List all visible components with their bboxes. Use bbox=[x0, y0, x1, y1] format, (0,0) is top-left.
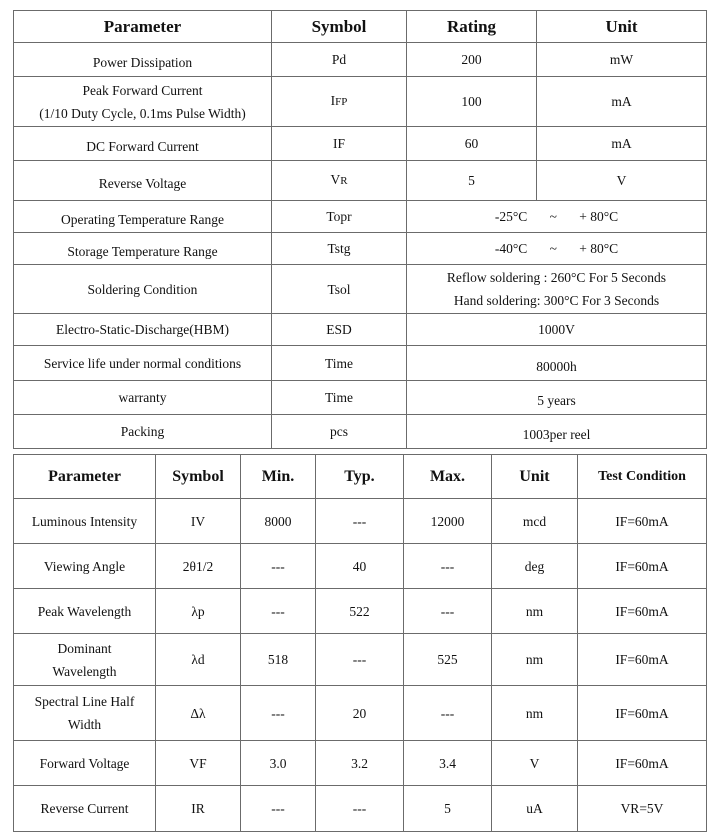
test-condition-cell: IF=60mA bbox=[578, 686, 707, 741]
value-text: 80000h bbox=[536, 358, 577, 374]
table-row bbox=[14, 265, 707, 314]
unit-cell: mA bbox=[537, 77, 707, 127]
value-text: 5 years bbox=[537, 393, 576, 408]
parameter-cell: Soldering Condition bbox=[14, 265, 272, 314]
range-high: + 80°C bbox=[579, 241, 619, 256]
min-cell: --- bbox=[241, 786, 316, 832]
table-row bbox=[14, 544, 707, 589]
range-separator: ~ bbox=[549, 209, 557, 224]
table-row bbox=[14, 77, 707, 127]
range-high: + 80°C bbox=[579, 209, 619, 224]
parameter-cell bbox=[14, 43, 272, 77]
symbol-cell: IV bbox=[156, 499, 241, 544]
header-unit: Unit bbox=[537, 11, 707, 43]
max-cell: 5 bbox=[404, 786, 492, 832]
table-row bbox=[14, 786, 707, 832]
value-cell bbox=[407, 415, 707, 449]
parameter-text: Reverse Voltage bbox=[98, 176, 187, 191]
value-cell: 1000V bbox=[407, 314, 707, 346]
table-header-row bbox=[14, 11, 707, 43]
typ-cell: --- bbox=[316, 634, 404, 686]
symbol-cell: pcs bbox=[272, 415, 407, 449]
min-cell: 3.0 bbox=[241, 741, 316, 786]
table-row bbox=[14, 589, 707, 634]
symbol-main: V bbox=[330, 172, 341, 187]
test-condition-cell: IF=60mA bbox=[578, 544, 707, 589]
max-cell: 12000 bbox=[404, 499, 492, 544]
rating-cell: 60 bbox=[407, 127, 537, 161]
max-cell: --- bbox=[404, 544, 492, 589]
value-text: 1003per reel bbox=[522, 427, 591, 442]
header-parameter: Parameter bbox=[14, 455, 156, 499]
parameter-cell: Viewing Angle bbox=[14, 544, 156, 589]
parameter-cell: Forward Voltage bbox=[14, 741, 156, 786]
symbol-cell: VF bbox=[156, 741, 241, 786]
symbol-cell: Time bbox=[272, 381, 407, 415]
header-rating: Rating bbox=[407, 11, 537, 43]
value-cell bbox=[407, 381, 707, 415]
symbol-main: I bbox=[330, 93, 336, 108]
typ-cell: 20 bbox=[316, 686, 404, 741]
temperature-range-cell bbox=[407, 201, 707, 233]
unit-cell: nm bbox=[492, 589, 578, 634]
unit-cell: mcd bbox=[492, 499, 578, 544]
typ-cell: 3.2 bbox=[316, 741, 404, 786]
rating-cell: 200 bbox=[407, 43, 537, 77]
symbol-cell: ESD bbox=[272, 314, 407, 346]
electro-optical-table bbox=[13, 454, 707, 832]
unit-cell: nm bbox=[492, 686, 578, 741]
unit-cell: mA bbox=[537, 127, 707, 161]
min-cell: --- bbox=[241, 686, 316, 741]
table-row bbox=[14, 346, 707, 381]
parameter-text: DC Forward Current bbox=[86, 139, 199, 154]
header-symbol: Symbol bbox=[156, 455, 241, 499]
max-cell: --- bbox=[404, 686, 492, 741]
header-typ: Typ. bbox=[316, 455, 404, 499]
symbol-cell: Tsol bbox=[272, 265, 407, 314]
parameter-cell: Peak Wavelength bbox=[14, 589, 156, 634]
symbol-cell: Pd bbox=[272, 43, 407, 77]
soldering-line: Reflow soldering : 260°C For 5 Seconds bbox=[446, 270, 667, 285]
absolute-ratings-table bbox=[13, 10, 707, 449]
header-min: Min. bbox=[241, 455, 316, 499]
typ-cell: 522 bbox=[316, 589, 404, 634]
table-row bbox=[14, 127, 707, 161]
parameter-cell bbox=[14, 201, 272, 233]
unit-cell: deg bbox=[492, 544, 578, 589]
symbol-cell: λd bbox=[156, 634, 241, 686]
symbol-cell: IF bbox=[272, 127, 407, 161]
symbol-cell: Time bbox=[272, 346, 407, 381]
parameter-cell bbox=[14, 127, 272, 161]
symbol-subscript: FP bbox=[335, 96, 348, 108]
table-row bbox=[14, 233, 707, 265]
table-header-row bbox=[14, 455, 707, 499]
parameter-cell: Service life under normal conditions bbox=[14, 346, 272, 381]
parameter-cell: Luminous Intensity bbox=[14, 499, 156, 544]
table-row bbox=[14, 381, 707, 415]
max-cell: --- bbox=[404, 589, 492, 634]
table-row bbox=[14, 741, 707, 786]
parameter-cell: Packing bbox=[14, 415, 272, 449]
symbol-cell: IR bbox=[156, 786, 241, 832]
parameter-text: Storage Temperature Range bbox=[67, 244, 218, 259]
soldering-condition-cell bbox=[407, 265, 707, 314]
unit-cell: V bbox=[537, 161, 707, 201]
parameter-cell bbox=[14, 686, 156, 741]
max-cell: 525 bbox=[404, 634, 492, 686]
min-cell: 8000 bbox=[241, 499, 316, 544]
unit-cell: mW bbox=[537, 43, 707, 77]
soldering-line: Hand soldering: 300°C For 3 Seconds bbox=[453, 293, 660, 308]
symbol-cell bbox=[272, 161, 407, 201]
table-row bbox=[14, 686, 707, 741]
parameter-line: Width bbox=[67, 717, 102, 732]
min-cell: 518 bbox=[241, 634, 316, 686]
test-condition-cell: IF=60mA bbox=[578, 741, 707, 786]
rating-cell: 5 bbox=[407, 161, 537, 201]
symbol-cell bbox=[272, 77, 407, 127]
table-row bbox=[14, 499, 707, 544]
temperature-range-cell bbox=[407, 233, 707, 265]
range-low: -25°C bbox=[494, 209, 528, 224]
parameter-cell bbox=[14, 634, 156, 686]
range-separator: ~ bbox=[549, 241, 557, 256]
test-condition-cell: IF=60mA bbox=[578, 634, 707, 686]
unit-cell: uA bbox=[492, 786, 578, 832]
table-row bbox=[14, 634, 707, 686]
parameter-cell: Electro-Static-Discharge(HBM) bbox=[14, 314, 272, 346]
parameter-cell: Reverse Current bbox=[14, 786, 156, 832]
symbol-cell: λp bbox=[156, 589, 241, 634]
parameter-text: Power Dissipation bbox=[92, 55, 193, 70]
typ-cell: --- bbox=[316, 786, 404, 832]
symbol-cell: Topr bbox=[272, 201, 407, 233]
parameter-line: Wavelength bbox=[52, 663, 117, 679]
parameter-cell: warranty bbox=[14, 381, 272, 415]
header-unit: Unit bbox=[492, 455, 578, 499]
max-cell: 3.4 bbox=[404, 741, 492, 786]
rating-cell: 100 bbox=[407, 77, 537, 127]
min-cell: --- bbox=[241, 544, 316, 589]
typ-cell: --- bbox=[316, 499, 404, 544]
test-condition-cell: IF=60mA bbox=[578, 499, 707, 544]
parameter-line: Spectral Line Half bbox=[34, 694, 135, 709]
table-row bbox=[14, 314, 707, 346]
header-symbol: Symbol bbox=[272, 11, 407, 43]
parameter-cell bbox=[14, 161, 272, 201]
parameter-text: Operating Temperature Range bbox=[61, 212, 224, 227]
symbol-cell: Tstg bbox=[272, 233, 407, 265]
parameter-line: (1/10 Duty Cycle, 0.1ms Pulse Width) bbox=[39, 105, 246, 121]
typ-cell: 40 bbox=[316, 544, 404, 589]
parameter-cell bbox=[14, 233, 272, 265]
table-row bbox=[14, 161, 707, 201]
test-condition-cell: IF=60mA bbox=[578, 589, 707, 634]
min-cell: --- bbox=[241, 589, 316, 634]
table-row bbox=[14, 201, 707, 233]
value-cell bbox=[407, 346, 707, 381]
symbol-subscript: R bbox=[340, 175, 348, 187]
table-row bbox=[14, 43, 707, 77]
symbol-cell: Δλ bbox=[156, 686, 241, 741]
symbol-cell: 2θ1/2 bbox=[156, 544, 241, 589]
test-condition-cell: VR=5V bbox=[578, 786, 707, 832]
parameter-line: Peak Forward Current bbox=[82, 82, 203, 98]
header-parameter: Parameter bbox=[14, 11, 272, 43]
header-test-condition: Test Condition bbox=[578, 455, 707, 499]
unit-cell: nm bbox=[492, 634, 578, 686]
unit-cell: V bbox=[492, 741, 578, 786]
table-row bbox=[14, 415, 707, 449]
parameter-cell bbox=[14, 77, 272, 127]
range-low: -40°C bbox=[494, 241, 528, 256]
header-max: Max. bbox=[404, 455, 492, 499]
parameter-line: Dominant bbox=[57, 640, 112, 656]
